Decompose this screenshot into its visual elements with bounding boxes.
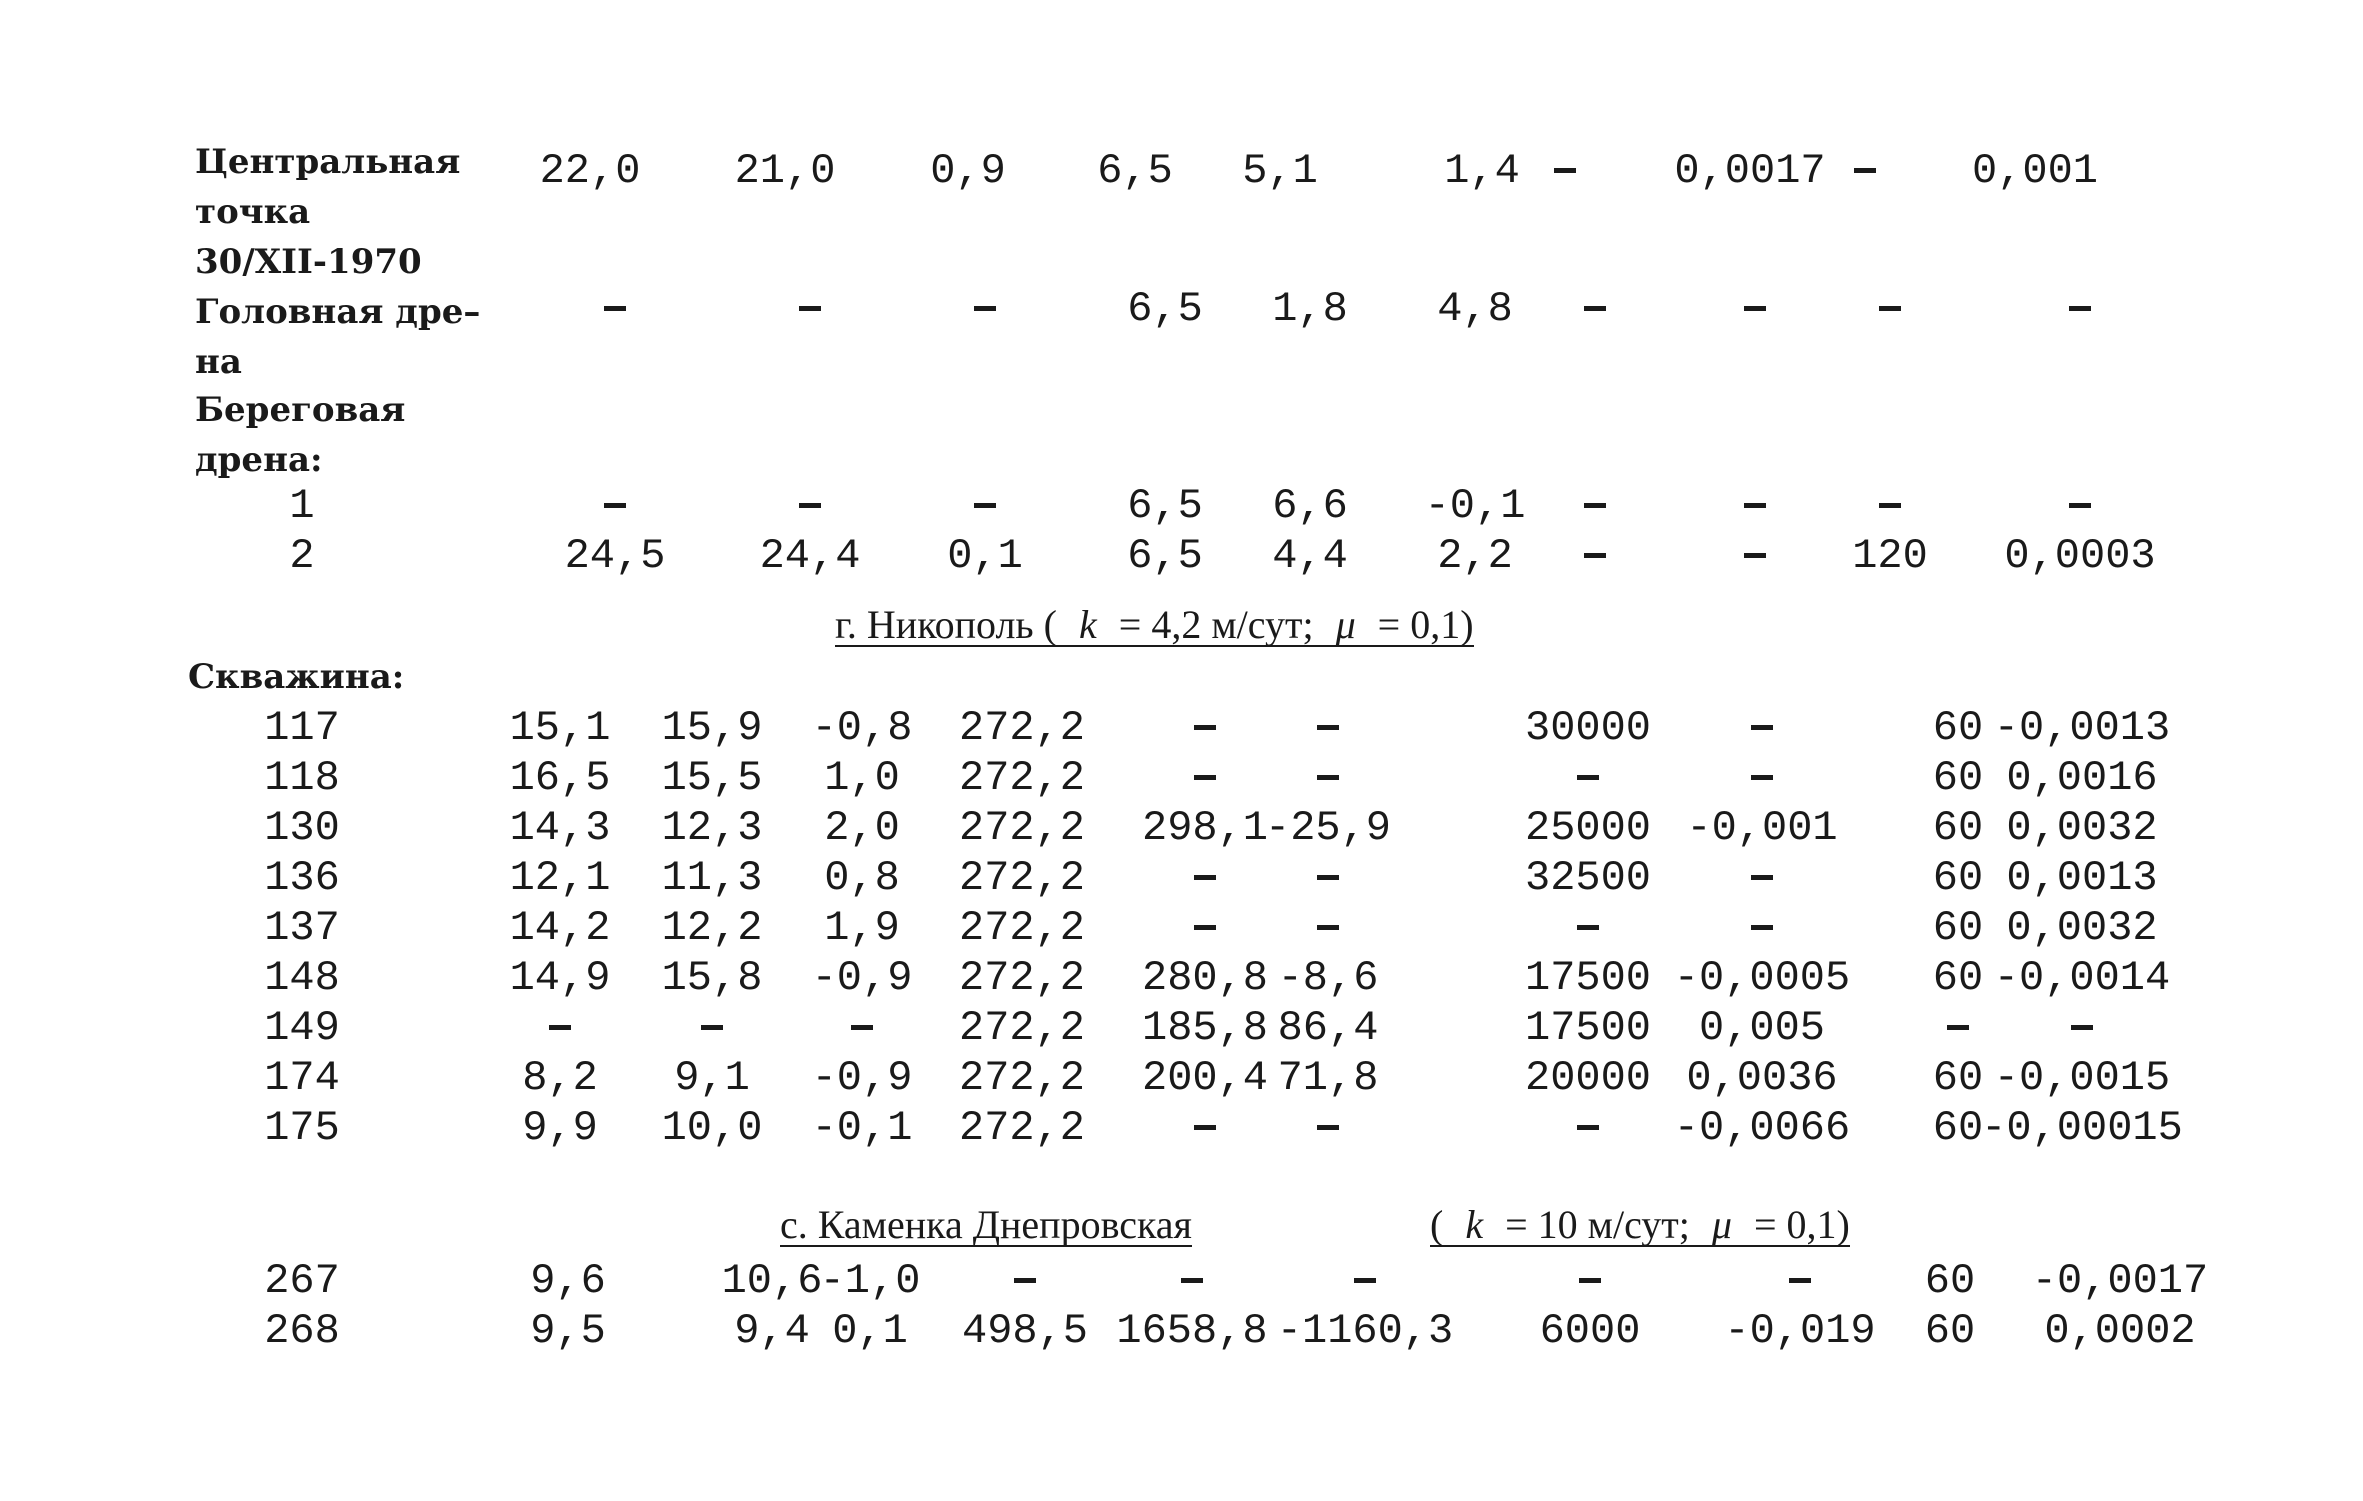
cell: 0,0032 [2006, 804, 2158, 852]
cell: 272,2 [958, 1004, 1086, 1052]
cell [1181, 1260, 1203, 1302]
cell: 60 [1932, 704, 1984, 752]
row-id: 148 [264, 954, 340, 1002]
section-heading-nikopol [835, 602, 1474, 647]
cell [1584, 485, 1606, 527]
cell: 17500 [1524, 954, 1652, 1002]
cell: -0,8 [811, 704, 913, 752]
cell: -0,0066 [1673, 1104, 1851, 1152]
heading-part: = 10 м/сут; [1505, 1202, 1690, 1247]
cell [2069, 485, 2091, 527]
cell: 8,2 [522, 1054, 598, 1102]
cell [1789, 1260, 1811, 1302]
cell [1317, 757, 1339, 799]
cell: 20000 [1524, 1054, 1652, 1102]
cell: 60 [1932, 854, 1984, 902]
cell [1879, 485, 1901, 527]
cell: 6,5 [1097, 147, 1173, 195]
cell: 60 [1932, 904, 1984, 952]
cell: 0,0003 [2004, 532, 2156, 580]
cell: 498,5 [961, 1307, 1089, 1355]
cell: 185,8 [1141, 1004, 1269, 1052]
cell [851, 1007, 873, 1049]
cell: 0,1 [947, 532, 1023, 580]
row-label-bank-drain: дрена: [195, 440, 323, 480]
cell: 14,2 [509, 904, 611, 952]
cell: 200,4 [1141, 1054, 1269, 1102]
cell: 0,8 [824, 854, 900, 902]
cell: 6,5 [1127, 532, 1203, 580]
cell [1751, 757, 1773, 799]
cell: -1160,3 [1276, 1307, 1454, 1355]
cell [1751, 707, 1773, 749]
heading-part: μ [1335, 602, 1356, 647]
cell [1194, 1107, 1216, 1149]
cell: 0,1 [832, 1307, 908, 1355]
cell [1317, 857, 1339, 899]
cell: 9,4 [734, 1307, 810, 1355]
cell: 1,0 [824, 754, 900, 802]
cell: 21,0 [734, 147, 836, 195]
cell: -0,0017 [2031, 1257, 2209, 1305]
cell [1579, 1260, 1601, 1302]
cell [974, 485, 996, 527]
cell: 11,3 [661, 854, 763, 902]
heading-part: = 0,1) [1377, 602, 1474, 647]
row-id: 137 [264, 904, 340, 952]
row-id: 130 [264, 804, 340, 852]
cell: 6,6 [1272, 482, 1348, 530]
cell: -0,0014 [1993, 954, 2171, 1002]
cell: -0,9 [811, 954, 913, 1002]
cell: 15,8 [661, 954, 763, 1002]
row-id: 118 [264, 754, 340, 802]
cell: 2,2 [1437, 532, 1513, 580]
cell: 9,5 [530, 1307, 606, 1355]
cell [549, 1007, 571, 1049]
cell [1744, 535, 1766, 577]
cell: 60 [1932, 804, 1984, 852]
cell: 17500 [1524, 1004, 1652, 1052]
cell: 298,1 [1141, 804, 1269, 852]
cell [604, 288, 626, 330]
cell [701, 1007, 723, 1049]
cell: 1,4 [1444, 147, 1520, 195]
cell: 272,2 [958, 954, 1086, 1002]
cell: -25,9 [1264, 804, 1392, 852]
cell [1584, 535, 1606, 577]
cell: 12,2 [661, 904, 763, 952]
cell: 272,2 [958, 754, 1086, 802]
cell [1354, 1260, 1376, 1302]
cell: 2,0 [824, 804, 900, 852]
cell: -0,0013 [1993, 704, 2171, 752]
cell: 0,0016 [2006, 754, 2158, 802]
heading-part: ( [1430, 1202, 1444, 1247]
cell [974, 288, 996, 330]
cell [1317, 707, 1339, 749]
cell: 6,5 [1127, 285, 1203, 333]
cell: 12,3 [661, 804, 763, 852]
row-id: 136 [264, 854, 340, 902]
row-id: 267 [264, 1257, 340, 1305]
cell: 60 [1924, 1307, 1976, 1355]
cell [604, 485, 626, 527]
cell [799, 288, 821, 330]
cell [1554, 150, 1576, 192]
cell [1751, 857, 1773, 899]
cell: 30000 [1524, 704, 1652, 752]
cell [1947, 1007, 1969, 1049]
cell: -0,0005 [1673, 954, 1851, 1002]
cell [1577, 757, 1599, 799]
cell [1194, 857, 1216, 899]
cell: 10,0 [661, 1104, 763, 1152]
cell: 0,001 [1971, 147, 2099, 195]
cell: -0,001 [1686, 804, 1838, 852]
row-label-head-drain: на [195, 342, 242, 382]
cell: -0,9 [811, 1054, 913, 1102]
cell: 60 [1932, 1104, 1984, 1152]
cell: 9,6 [530, 1257, 606, 1305]
cell [1194, 757, 1216, 799]
cell [1751, 907, 1773, 949]
cell: 1658,8 [1116, 1307, 1268, 1355]
cell: 4,8 [1437, 285, 1513, 333]
cell: 15,9 [661, 704, 763, 752]
cell: 14,9 [509, 954, 611, 1002]
cell: 60 [1932, 754, 1984, 802]
cell [1577, 907, 1599, 949]
cell: 9,9 [522, 1104, 598, 1152]
cell: -0,1 [1424, 482, 1526, 530]
cell: 71,8 [1277, 1054, 1379, 1102]
cell: 4,4 [1272, 532, 1348, 580]
cell: 0,005 [1698, 1004, 1826, 1052]
cell: 0,0013 [2006, 854, 2158, 902]
cell: 272,2 [958, 1054, 1086, 1102]
wells-label: Скважина: [188, 657, 405, 697]
cell: 1,8 [1272, 285, 1348, 333]
row-id: 117 [264, 704, 340, 752]
cell: 24,4 [759, 532, 861, 580]
cell: 12,1 [509, 854, 611, 902]
cell: -0,1 [811, 1104, 913, 1152]
cell: 1,9 [824, 904, 900, 952]
cell: 32500 [1524, 854, 1652, 902]
cell: 15,1 [509, 704, 611, 752]
cell [2071, 1007, 2093, 1049]
cell: 272,2 [958, 1104, 1086, 1152]
heading-part: k [1079, 602, 1097, 647]
cell [1879, 288, 1901, 330]
cell: 6,5 [1127, 482, 1203, 530]
cell [1194, 707, 1216, 749]
cell [1854, 150, 1876, 192]
cell: 60 [1924, 1257, 1976, 1305]
cell: 60 [1932, 954, 1984, 1002]
cell: 272,2 [958, 804, 1086, 852]
section-heading-kamenka-params [1430, 1202, 1850, 1247]
heading-part: = 0,1) [1753, 1202, 1850, 1247]
cell: 10,6 [721, 1257, 823, 1305]
heading-part: μ [1711, 1202, 1732, 1247]
cell: -1,0 [819, 1257, 921, 1305]
row-id: 174 [264, 1054, 340, 1102]
cell [1317, 907, 1339, 949]
cell [1014, 1260, 1036, 1302]
cell [1584, 288, 1606, 330]
cell: 0,0036 [1686, 1054, 1838, 1102]
row-id: 1 [289, 482, 315, 530]
row-label-bank-drain: Береговая [195, 390, 406, 430]
cell: 60 [1932, 1054, 1984, 1102]
cell: 0,0017 [1674, 147, 1826, 195]
cell [799, 485, 821, 527]
cell: 14,3 [509, 804, 611, 852]
cell: 6000 [1539, 1307, 1641, 1355]
cell: -8,6 [1277, 954, 1379, 1002]
row-label-central: Центральная [195, 142, 461, 182]
cell: -0,019 [1724, 1307, 1876, 1355]
cell: 9,1 [674, 1054, 750, 1102]
row-id: 149 [264, 1004, 340, 1052]
cell [1317, 1107, 1339, 1149]
cell [1577, 1107, 1599, 1149]
cell: 0,0032 [2006, 904, 2158, 952]
cell: 0,0002 [2044, 1307, 2196, 1355]
row-label-head-drain: Головная дре– [195, 292, 481, 332]
cell: 24,5 [564, 532, 666, 580]
cell: 16,5 [509, 754, 611, 802]
heading-part: = 4,2 м/сут; [1118, 602, 1314, 647]
section-heading-kamenka: с. Каменка Днепровская [780, 1202, 1192, 1247]
cell [2069, 288, 2091, 330]
cell: 5,1 [1242, 147, 1318, 195]
heading-part: г. Никополь ( [835, 602, 1057, 647]
row-id: 175 [264, 1104, 340, 1152]
row-id: 268 [264, 1307, 340, 1355]
cell: -0,00015 [1981, 1104, 2183, 1152]
cell [1744, 288, 1766, 330]
heading-part: k [1465, 1202, 1484, 1247]
cell: 272,2 [958, 854, 1086, 902]
row-id: 2 [289, 532, 315, 580]
cell [1194, 907, 1216, 949]
cell: 272,2 [958, 704, 1086, 752]
cell: 272,2 [958, 904, 1086, 952]
cell: 86,4 [1277, 1004, 1379, 1052]
cell: 25000 [1524, 804, 1652, 852]
cell: 120 [1852, 532, 1928, 580]
cell: 22,0 [539, 147, 641, 195]
cell: 280,8 [1141, 954, 1269, 1002]
cell: 0,9 [930, 147, 1006, 195]
cell: -0,0015 [1993, 1054, 2171, 1102]
cell: 15,5 [661, 754, 763, 802]
row-label-central: 30/XII-1970 [195, 242, 422, 282]
cell [1744, 485, 1766, 527]
row-label-central: точка [195, 192, 311, 232]
